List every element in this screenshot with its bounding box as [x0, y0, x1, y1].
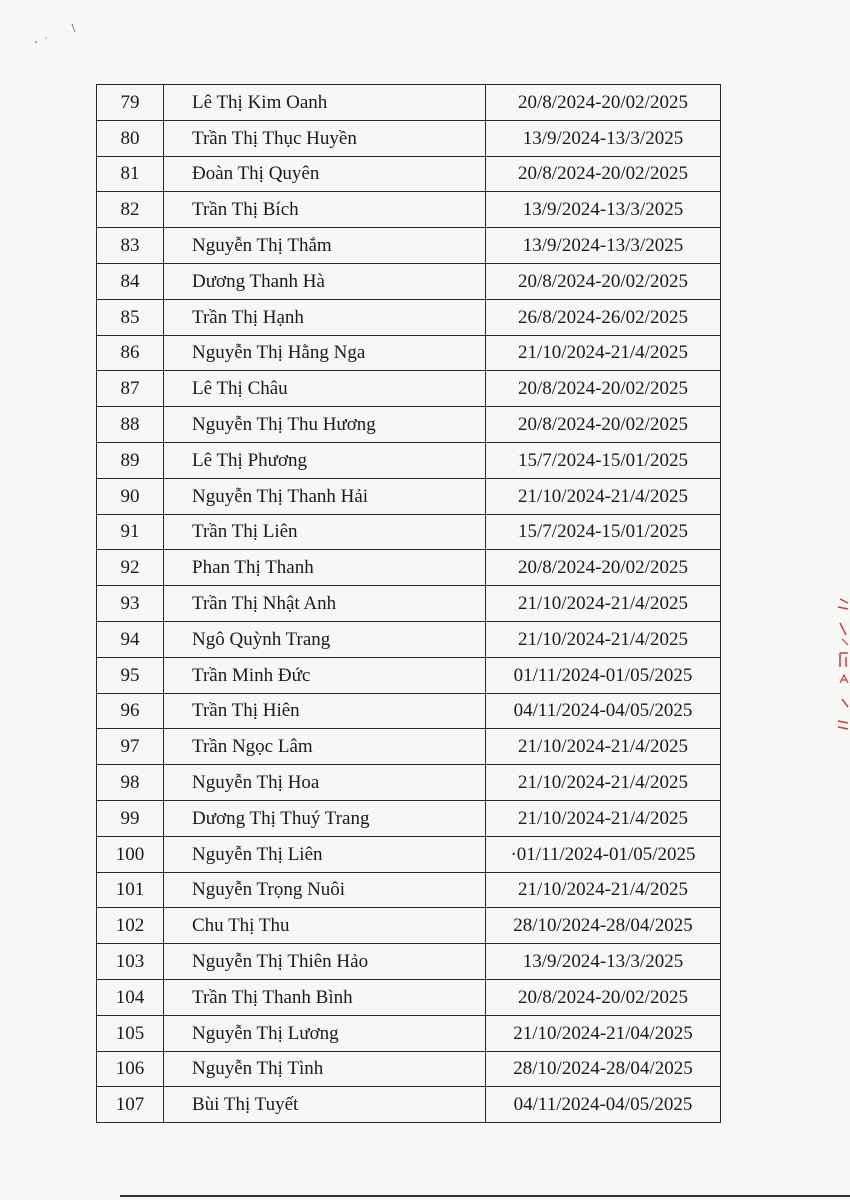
table-row [97, 120, 721, 156]
employee-name-cell: Nguyễn Thị Tình [164, 1051, 486, 1087]
table-row [97, 908, 721, 944]
row-number-cell: 107 [97, 1087, 164, 1123]
row-number-cell: 85 [97, 299, 164, 335]
employee-name-cell: Lê Thị Châu [164, 371, 486, 407]
table-row [97, 1015, 721, 1051]
employee-name-cell: Trần Thị Hiên [164, 693, 486, 729]
period-cell: 15/7/2024-15/01/2025 [486, 514, 721, 550]
employee-name-cell: Nguyễn Trọng Nuôi [164, 872, 486, 908]
employee-name-cell: Dương Thanh Hà [164, 263, 486, 299]
period-cell: 21/10/2024-21/4/2025 [486, 872, 721, 908]
row-number-cell: 101 [97, 872, 164, 908]
row-number-cell: 93 [97, 586, 164, 622]
row-number-cell: 81 [97, 156, 164, 192]
table-row [97, 586, 721, 622]
row-number-cell: 99 [97, 800, 164, 836]
scan-speck-mark [32, 22, 92, 52]
period-cell: 21/10/2024-21/4/2025 [486, 765, 721, 801]
row-number-cell: 84 [97, 263, 164, 299]
period-cell: 26/8/2024-26/02/2025 [486, 299, 721, 335]
row-number-cell: 87 [97, 371, 164, 407]
period-cell: 15/7/2024-15/01/2025 [486, 442, 721, 478]
employee-name-cell: Lê Thị Kim Oanh [164, 85, 486, 121]
table-row [97, 550, 721, 586]
table-row [97, 442, 721, 478]
employee-name-cell: Trần Thị Bích [164, 192, 486, 228]
row-number-cell: 82 [97, 192, 164, 228]
table-row [97, 800, 721, 836]
roster-table [96, 84, 721, 1123]
period-cell: 28/10/2024-28/04/2025 [486, 908, 721, 944]
period-cell: 21/10/2024-21/4/2025 [486, 335, 721, 371]
period-cell: 13/9/2024-13/3/2025 [486, 120, 721, 156]
table-row [97, 228, 721, 264]
period-cell: 20/8/2024-20/02/2025 [486, 407, 721, 443]
table-row [97, 765, 721, 801]
table-row [97, 263, 721, 299]
period-cell: 04/11/2024-04/05/2025 [486, 1087, 721, 1123]
employee-name-cell: Trần Minh Đức [164, 657, 486, 693]
table-row [97, 407, 721, 443]
row-number-cell: 104 [97, 979, 164, 1015]
period-cell: 04/11/2024-04/05/2025 [486, 693, 721, 729]
row-number-cell: 98 [97, 765, 164, 801]
row-number-cell: 83 [97, 228, 164, 264]
employee-name-cell: Trần Thị Thanh Bình [164, 979, 486, 1015]
period-cell: 13/9/2024-13/3/2025 [486, 228, 721, 264]
period-cell: 21/10/2024-21/4/2025 [486, 729, 721, 765]
employee-name-cell: Nguyễn Thị Lương [164, 1015, 486, 1051]
period-cell: 21/10/2024-21/4/2025 [486, 478, 721, 514]
table-row [97, 1051, 721, 1087]
table-row [97, 514, 721, 550]
red-stamp-edge [832, 595, 850, 735]
employee-name-cell: Nguyễn Thị Hoa [164, 765, 486, 801]
table-row [97, 872, 721, 908]
employee-name-cell: Nguyễn Thị Hằng Nga [164, 335, 486, 371]
employee-name-cell: Trần Thị Hạnh [164, 299, 486, 335]
period-cell: 21/10/2024-21/4/2025 [486, 621, 721, 657]
table-row [97, 693, 721, 729]
period-cell: 21/10/2024-21/04/2025 [486, 1015, 721, 1051]
table-row [97, 621, 721, 657]
row-number-cell: 94 [97, 621, 164, 657]
table-row [97, 657, 721, 693]
table-row [97, 979, 721, 1015]
period-cell: 20/8/2024-20/02/2025 [486, 263, 721, 299]
row-number-cell: 102 [97, 908, 164, 944]
row-number-cell: 96 [97, 693, 164, 729]
row-number-cell: 88 [97, 407, 164, 443]
row-number-cell: 89 [97, 442, 164, 478]
period-cell: 20/8/2024-20/02/2025 [486, 156, 721, 192]
row-number-cell: 86 [97, 335, 164, 371]
row-number-cell: 90 [97, 478, 164, 514]
table-row [97, 944, 721, 980]
employee-name-cell: Nguyễn Thị Liên [164, 836, 486, 872]
employee-name-cell: Dương Thị Thuý Trang [164, 800, 486, 836]
period-cell: 20/8/2024-20/02/2025 [486, 979, 721, 1015]
page-bottom-rule [120, 1195, 850, 1197]
table-row [97, 156, 721, 192]
employee-name-cell: Trần Thị Nhật Anh [164, 586, 486, 622]
period-cell: 13/9/2024-13/3/2025 [486, 944, 721, 980]
employee-name-cell: Chu Thị Thu [164, 908, 486, 944]
row-number-cell: 91 [97, 514, 164, 550]
period-cell: ·01/11/2024-01/05/2025 [486, 836, 721, 872]
employee-name-cell: Lê Thị Phương [164, 442, 486, 478]
table-row [97, 478, 721, 514]
roster-table-body [97, 85, 721, 1123]
row-number-cell: 97 [97, 729, 164, 765]
table-row [97, 192, 721, 228]
period-cell: 21/10/2024-21/4/2025 [486, 586, 721, 622]
employee-name-cell: Trần Ngọc Lâm [164, 729, 486, 765]
row-number-cell: 105 [97, 1015, 164, 1051]
table-row [97, 1087, 721, 1123]
row-number-cell: 92 [97, 550, 164, 586]
table-row [97, 729, 721, 765]
employee-name-cell: Đoàn Thị Quyên [164, 156, 486, 192]
period-cell: 28/10/2024-28/04/2025 [486, 1051, 721, 1087]
period-cell: 20/8/2024-20/02/2025 [486, 85, 721, 121]
employee-name-cell: Nguyễn Thị Thu Hương [164, 407, 486, 443]
table-row [97, 335, 721, 371]
period-cell: 20/8/2024-20/02/2025 [486, 371, 721, 407]
employee-name-cell: Nguyễn Thị Thắm [164, 228, 486, 264]
employee-name-cell: Trần Thị Thục Huyền [164, 120, 486, 156]
period-cell: 01/11/2024-01/05/2025 [486, 657, 721, 693]
employee-name-cell: Ngô Quỳnh Trang [164, 621, 486, 657]
row-number-cell: 80 [97, 120, 164, 156]
table-row [97, 371, 721, 407]
row-number-cell: 106 [97, 1051, 164, 1087]
period-cell: 13/9/2024-13/3/2025 [486, 192, 721, 228]
table-row [97, 299, 721, 335]
employee-name-cell: Nguyễn Thị Thanh Hải [164, 478, 486, 514]
row-number-cell: 79 [97, 85, 164, 121]
table-row [97, 85, 721, 121]
period-cell: 20/8/2024-20/02/2025 [486, 550, 721, 586]
period-cell: 21/10/2024-21/4/2025 [486, 800, 721, 836]
row-number-cell: 100 [97, 836, 164, 872]
row-number-cell: 95 [97, 657, 164, 693]
employee-name-cell: Bùi Thị Tuyết [164, 1087, 486, 1123]
table-row [97, 836, 721, 872]
employee-name-cell: Phan Thị Thanh [164, 550, 486, 586]
row-number-cell: 103 [97, 944, 164, 980]
employee-name-cell: Nguyễn Thị Thiên Hảo [164, 944, 486, 980]
employee-name-cell: Trần Thị Liên [164, 514, 486, 550]
